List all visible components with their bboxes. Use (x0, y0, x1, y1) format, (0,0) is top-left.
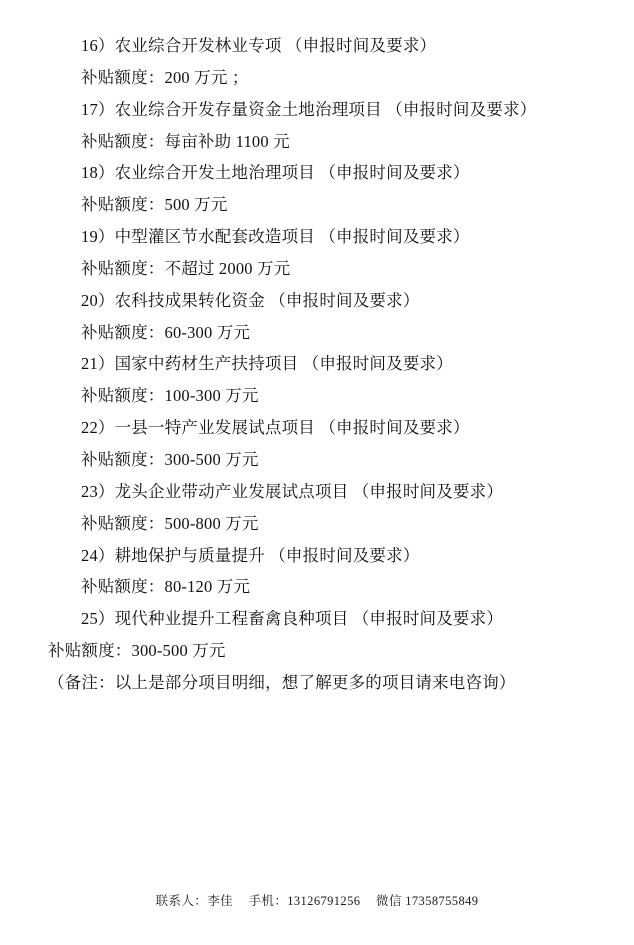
page-footer (0, 891, 634, 909)
paragraph: 补贴额度：500-800 万元 (81, 513, 259, 533)
paragraph: 25）现代种业提升工程畜禽良种项目 （申报时间及要求） (81, 609, 504, 629)
footer-wechat: 微信 17358755849 (375, 894, 479, 908)
paragraph: 补贴额度：100-300 万元 (81, 386, 259, 406)
paragraph: 补贴额度：80-120 万元 (81, 577, 251, 597)
paragraph: 补贴额度：每亩补助 1100 元 (81, 131, 290, 151)
paragraph: 补贴额度：60-300 万元 (81, 322, 251, 342)
paragraph: 补贴额度：500 万元 (81, 195, 228, 215)
paragraph: 22）一县一特产业发展试点项目 （申报时间及要求） (81, 418, 470, 438)
paragraph: 24）耕地保护与质量提升 （申报时间及要求） (81, 545, 420, 565)
paragraph: 17）农业综合开发存量资金土地治理项目 （申报时间及要求） (81, 99, 537, 119)
paragraph: 补贴额度：300-500 万元 (81, 449, 259, 469)
paragraph: 16）农业综合开发林业专项 （申报时间及要求） (81, 36, 437, 55)
paragraph: 补贴额度：不超过 2000 万元 (81, 258, 291, 278)
paragraph: 21）国家中药材生产扶持项目 （申报时间及要求） (81, 354, 453, 374)
footer-contact: 联系人：李佳 (155, 894, 233, 908)
footer-phone: 手机：13126791256 (248, 894, 361, 908)
paragraph: 18）农业综合开发土地治理项目 （申报时间及要求） (81, 163, 470, 183)
paragraph: 23）龙头企业带动产业发展试点项目 （申报时间及要求） (81, 481, 504, 501)
paragraph: 19）中型灌区节水配套改造项目 （申报时间及要求） (81, 227, 470, 247)
paragraph-note: （备注：以上是部分项目明细，想了解更多的项目请来电咨询） (48, 672, 516, 692)
paragraph: 20）农科技成果转化资金 （申报时间及要求） (81, 290, 420, 310)
paragraph: 补贴额度：300-500 万元 (48, 641, 226, 661)
document-body (48, 30, 586, 699)
paragraph: 补贴额度：200 万元 ； (81, 67, 249, 87)
